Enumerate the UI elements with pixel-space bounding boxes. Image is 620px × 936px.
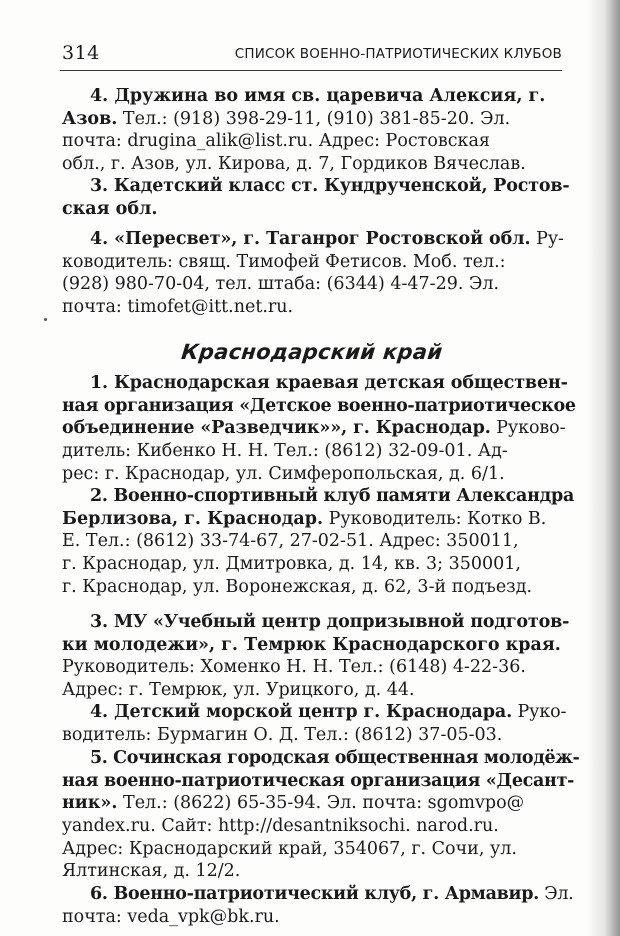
entry-bold-text: 6. Военно-патриотический клуб, г. Армавир.	[90, 884, 539, 904]
entry-line	[62, 130, 562, 153]
ink-speck	[44, 318, 47, 321]
entry-regular-text: Руко-	[512, 702, 567, 722]
entry-bold-text: ник».	[62, 793, 118, 814]
entry-line	[62, 175, 570, 198]
entry-bold-text: Азов.	[62, 108, 118, 129]
running-head: СПИСОК ВОЕННО-ПАТРИОТИЧЕСКИХ КЛУБОВ	[234, 46, 562, 62]
entry-line	[62, 553, 562, 576]
entry-line	[62, 485, 575, 508]
entry-line	[62, 463, 562, 486]
entry-regular-text: обл., г. Азов, ул. Кирова, д. 7, Гордиков Вячеслав.	[62, 154, 526, 175]
entry-line	[62, 838, 562, 861]
entry-bold-text: ная военно-патриотическая организация «Десант-	[62, 770, 575, 791]
entry-line	[62, 701, 567, 724]
entry-regular-text: Адрес: г. Темрюк, ул. Урицкого, д. 44.	[62, 680, 415, 701]
directory-entry	[62, 485, 575, 598]
entry-bold-text: ская обл.	[62, 198, 158, 219]
page-number: 314	[62, 42, 100, 64]
entry-line	[62, 860, 562, 883]
entry-regular-text: г. Краснодар, ул. Воронежская, д. 62, 3-й подъезд.	[62, 576, 533, 597]
entry-bold-text: 3. Кадетский класс ст. Кундрученской, Ростов-	[90, 176, 570, 196]
entry-line	[62, 770, 575, 793]
entry-bold-text: Берлизова, г. Краснодар.	[62, 508, 324, 529]
entry-regular-text: Руково-	[490, 418, 566, 439]
entry-line	[62, 508, 562, 531]
entry-line	[62, 576, 562, 599]
entry-line	[62, 440, 562, 463]
entry-bold-text: ки молодежи», г. Темрюк Краснодарского края.	[62, 634, 561, 655]
entry-line	[62, 251, 562, 274]
entry-regular-text: почта: drugina_alik@list.ru. Адрес: Ростовская	[62, 131, 490, 152]
entry-regular-text: Руководитель: Котко В.	[323, 508, 547, 529]
entry-line	[62, 883, 574, 906]
entry-bold-text: ная организация «Детское военно-патриотическое	[62, 395, 576, 416]
section-title: Краснодарский край	[180, 340, 444, 364]
entry-line	[62, 530, 562, 553]
entry-bold-text: 5. Сочинская городская общественная молодёж-	[90, 748, 580, 768]
entry-bold-text: 2. Военно-спортивный клуб памяти Александра	[90, 486, 575, 506]
entry-bold-text: объединение «Разведчик»», г. Краснодар.	[62, 418, 491, 439]
header-rule	[60, 70, 562, 71]
entry-line	[62, 228, 562, 251]
entry-regular-text: почта: timofet@itt.net.ru.	[62, 297, 294, 318]
directory-entry	[62, 611, 570, 702]
entry-line	[62, 679, 562, 702]
entry-regular-text: Эл.	[538, 884, 574, 904]
entry-line	[62, 395, 576, 418]
entry-line	[62, 724, 562, 747]
entry-bold-text: 4. «Пересвет», г. Таганрог Ростовской обл.	[90, 229, 531, 249]
directory-entry	[62, 175, 570, 220]
entry-line	[62, 372, 568, 395]
directory-entry	[62, 701, 567, 746]
entry-bold-text: 1. Краснодарская краевая детская обществен-	[90, 373, 568, 393]
entry-line	[62, 792, 562, 815]
entry-regular-text: Ялтинская, д. 12/2.	[62, 861, 241, 882]
entry-line	[62, 273, 562, 296]
entry-line	[62, 906, 562, 929]
directory-entry	[62, 883, 574, 928]
entry-line	[62, 611, 570, 634]
entry-line	[62, 153, 562, 176]
entry-line	[62, 656, 562, 679]
entry-line	[62, 417, 566, 440]
entry-line	[62, 108, 562, 131]
entry-regular-text: Тел.: (918) 398-29-11, (910) 381-85-20. Эл.	[117, 108, 511, 129]
entry-line	[62, 815, 562, 838]
entry-bold-text: 4. Дружина во имя св. царевича Алексия, г.	[90, 86, 546, 106]
entry-regular-text: водитель: Бурмагин О. Д. Тел.: (8612) 37-05-03.	[62, 724, 503, 745]
entry-regular-text: Ру-	[530, 229, 564, 249]
entry-line	[62, 85, 562, 108]
entry-regular-text: дитель: Кибенко Н. Н. Тел.: (8612) 32-09-01. Ад-	[62, 441, 508, 462]
entry-regular-text: Е. Тел.: (8612) 33-74-67, 27-02-51. Адрес: 350011,	[62, 531, 519, 552]
entry-line	[62, 198, 562, 221]
directory-entry	[62, 747, 580, 883]
entry-regular-text: ководитель: свящ. Тимофей Фетисов. Моб. тел.:	[62, 251, 506, 272]
directory-entry	[62, 228, 562, 319]
page-binding-shadow	[586, 0, 620, 936]
entry-regular-text: Тел.: (8622) 65-35-94. Эл. почта: sgomvpo@	[117, 793, 525, 814]
entry-regular-text: Адрес: Краснодарский край, 354067, г. Сочи, ул.	[62, 838, 517, 859]
entry-regular-text: почта: veda_vpk@bk.ru.	[62, 906, 280, 927]
page-header	[62, 40, 562, 70]
entry-regular-text: yandex.ru. Сайт: http://desantniksochi. narod.ru.	[62, 816, 499, 837]
entry-regular-text: (928) 980-70-04, тел. штаба: (6344) 4-47-29. Эл.	[62, 274, 500, 295]
entry-bold-text: 3. МУ «Учебный центр допризывной подготов-	[90, 612, 570, 632]
entry-bold-text: 4. Детский морской центр г. Краснодара.	[90, 702, 513, 722]
entry-line	[62, 634, 562, 657]
directory-entry	[62, 85, 562, 176]
entry-regular-text: рес: г. Краснодар, ул. Симферопольская, д. 6/1.	[62, 463, 505, 484]
entry-line	[62, 747, 580, 770]
entry-line	[62, 296, 562, 319]
entry-regular-text: Руководитель: Хоменко Н. Н. Тел.: (6148) 4-22-36.	[62, 657, 526, 678]
entry-regular-text: г. Краснодар, ул. Дмитровка, д. 14, кв. 3; 350001,	[62, 554, 521, 575]
directory-entry	[62, 372, 576, 485]
